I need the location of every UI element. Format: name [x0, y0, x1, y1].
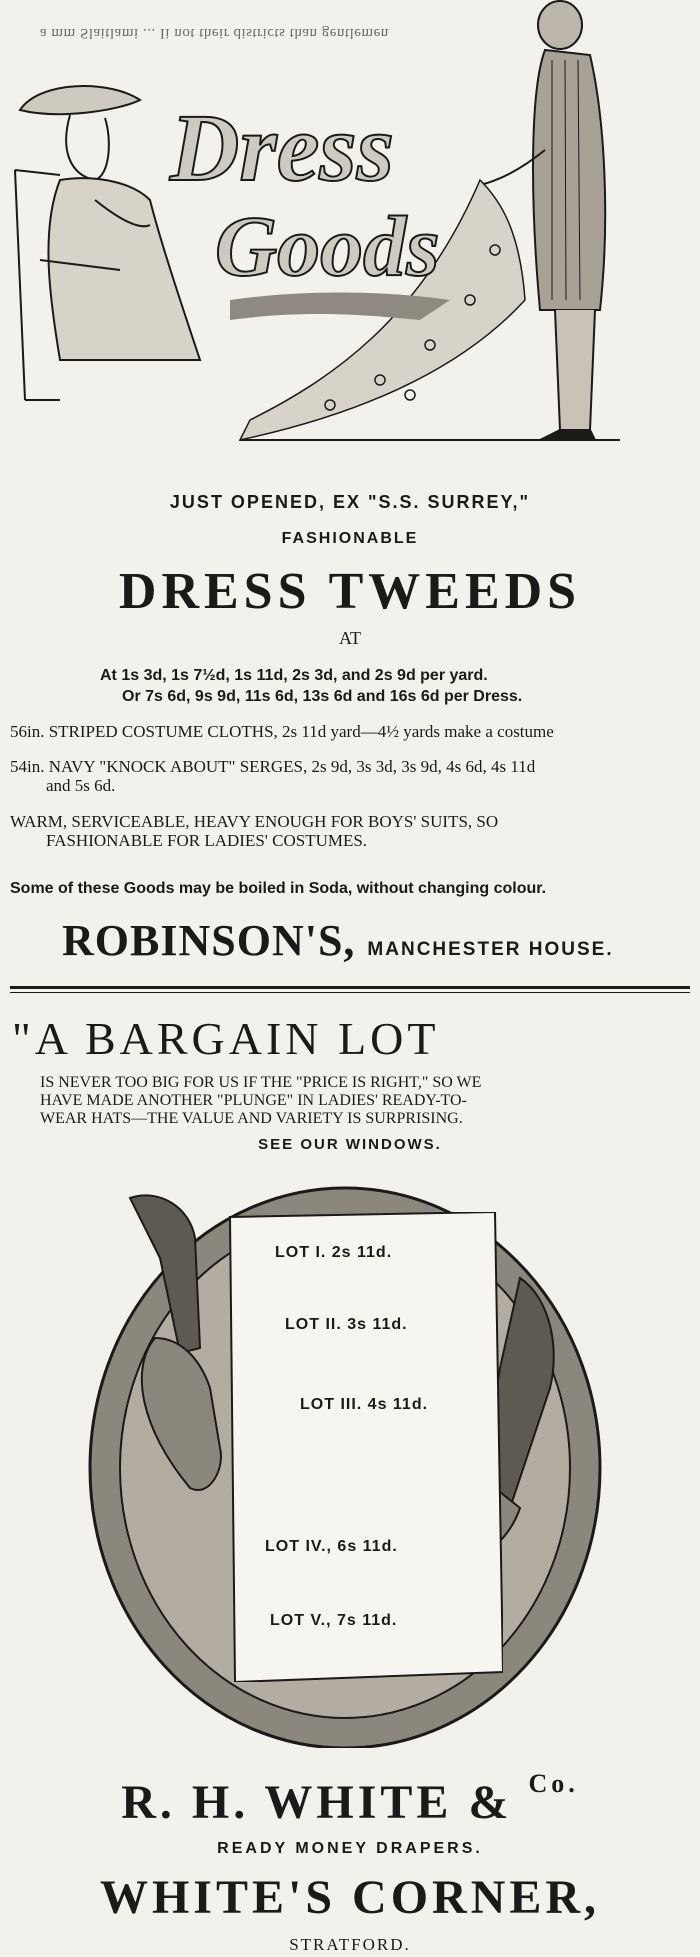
lot-price-card: [225, 1212, 503, 1682]
section-divider-thick: [10, 986, 690, 989]
firm-name-suffix: Co.: [528, 1769, 579, 1798]
navy-serges-line: 54in. NAVY "KNOCK ABOUT" SERGES, 2s 9d, 3s 3d, 3s 9d, 4s 6d, 4s 11d: [10, 757, 536, 776]
illustration-title-dress: Dress: [170, 94, 395, 201]
warm-line: WARM, SERVICEABLE, HEAVY ENOUGH FOR BOYS' SUITS, SO: [10, 812, 499, 831]
fashionable-line: FASHIONABLE: [281, 530, 419, 547]
navy-serges-block: [10, 757, 690, 795]
bargain-body-line-3: WEAR HATS—THE VALUE AND VARIETY IS SURPRISING.: [40, 1110, 463, 1127]
striped-cloths-line: 56in. STRIPED COSTUME CLOTHS, 2s 11d yard—4½ yards make a costume: [10, 722, 554, 741]
just-opened-line: JUST OPENED, EX "S.S. SURREY,": [169, 492, 531, 512]
store-location: MANCHESTER HOUSE.: [367, 939, 614, 960]
bargain-body-line-2: HAVE MADE ANOTHER "PLUNGE" IN LADIES' READY-TO-: [40, 1092, 467, 1109]
bargain-body: [40, 1074, 685, 1128]
dress-tweeds-headline: DRESS TWEEDS: [118, 563, 582, 620]
bargain-lot-headline: "A BARGAIN LOT: [12, 1013, 440, 1064]
lot-ii-price: LOT II. 3s 11d.: [285, 1316, 408, 1333]
ready-money-line: READY MONEY DRAPERS.: [217, 1840, 483, 1857]
see-windows-line: SEE OUR WINDOWS.: [258, 1136, 442, 1153]
firm-name: [0, 1769, 700, 1830]
price-list: [100, 665, 660, 707]
illustration-title-goods: Goods: [215, 198, 440, 294]
stratford-line: STRATFORD.: [289, 1935, 411, 1954]
at-line: AT: [339, 628, 361, 648]
bargain-body-line-1: IS NEVER TOO BIG FOR US IF THE "PRICE IS RIGHT," SO WE: [40, 1074, 482, 1091]
firm-name-main: R. H. WHITE &: [121, 1776, 513, 1829]
price-per-yard: At 1s 3d, 1s 7½d, 1s 11d, 2s 3d, and 2s 9d per yard.: [100, 667, 488, 684]
robinsons-signature: [62, 915, 682, 966]
inverted-text-snippet: a mm Slaitlami ... Ii not their districts than gentlemen: [40, 25, 389, 41]
section-divider-thin: [10, 992, 690, 993]
ribbon-scroll: [230, 293, 450, 321]
soda-note: Some of these Goods may be boiled in Soda, without changing colour.: [10, 880, 547, 897]
warm-block: [10, 812, 690, 850]
dress-goods-illustration: [0, 0, 700, 470]
lot-iii-price: LOT III. 4s 11d.: [300, 1396, 429, 1413]
warm-continuation: FASHIONABLE FOR LADIES' COSTUMES.: [46, 831, 368, 850]
navy-serges-continuation: and 5s 6d.: [46, 776, 116, 795]
whites-corner-line: WHITE'S CORNER,: [99, 1871, 601, 1924]
lot-i-price: LOT I. 2s 11d.: [275, 1244, 393, 1261]
price-per-dress: Or 7s 6d, 9s 9d, 11s 6d, 13s 6d and 16s 6d per Dress.: [122, 688, 523, 705]
lot-v-price: LOT V., 7s 11d.: [270, 1612, 398, 1629]
lot-iv-price: LOT IV., 6s 11d.: [265, 1538, 398, 1555]
store-name: ROBINSON'S,: [62, 916, 356, 965]
